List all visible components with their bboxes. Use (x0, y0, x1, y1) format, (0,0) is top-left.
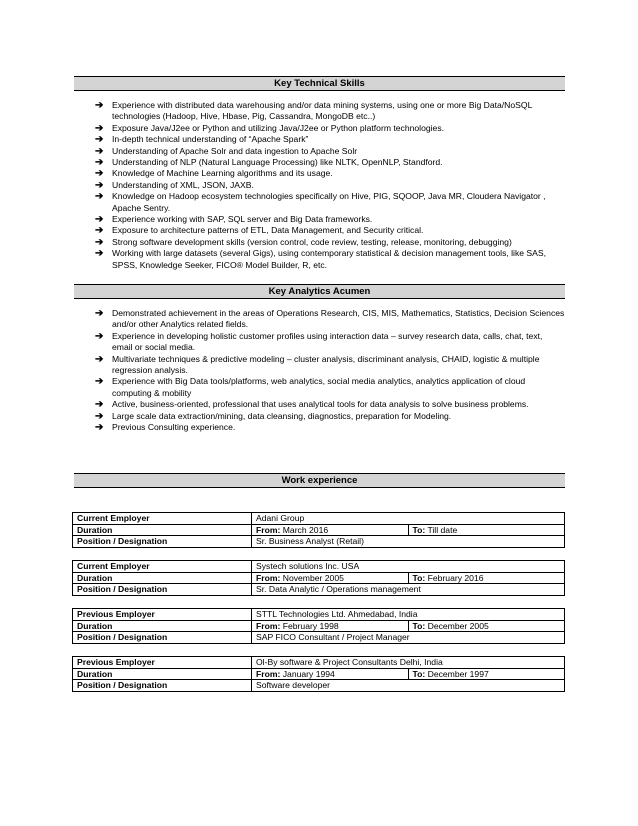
from-label: From: (256, 524, 281, 535)
arrow-right-icon: ➔ (95, 214, 104, 226)
duration-to (408, 668, 565, 680)
skill-text: Understanding of Apache Solr and data ingestion to Apache Solr (112, 145, 358, 156)
position-label: Position / Designation (73, 632, 252, 644)
table-row (73, 584, 565, 596)
arrow-right-icon: ➔ (95, 376, 104, 388)
duration-label: Duration (73, 620, 252, 632)
arrow-right-icon: ➔ (95, 330, 104, 342)
to-label: To: (412, 620, 426, 631)
from-value: February 1998 (282, 620, 339, 631)
duration-to (408, 572, 565, 584)
analytics-list (95, 308, 565, 433)
from-label: From: (256, 572, 281, 583)
employer-value: Ol-By software & Project Consultants Delhi, India (252, 657, 565, 669)
from-label: From: (256, 668, 281, 679)
analytics-text: Demonstrated achievement in the areas of Operations Research, CIS, MIS, Mathematics, Statistics, Decision Sciences and/or other Analytics related fields. (112, 308, 565, 330)
employment-table-4 (72, 656, 565, 692)
arrow-right-icon: ➔ (95, 422, 104, 434)
skill-text: Experience with distributed data warehousing and/or data mining systems, using one or more Big Data/NoSQL technologies (Hadoop, Hive, Hbase, Pig, Cassandra, MongoDB etc..) (112, 100, 533, 122)
skill-text: Exposure to architecture patterns of ETL, Data Management, and Security critical. (112, 225, 424, 236)
section-header-work: Work experience (74, 473, 565, 488)
analytics-text: Active, business-oriented, professional that uses analytical tools for data analysis to solve business problems. (112, 399, 529, 410)
skill-text: Working with large datasets (several Gigs), using contemporary statistical & decision management tools, like SAS, SPSS, Knowledge Seeker, FICO® Model Builder, R, etc. (112, 248, 547, 270)
table-row (73, 657, 565, 669)
list-item (95, 248, 565, 271)
employer-label: Previous Employer (73, 657, 252, 669)
skill-text: Exposure Java/J2ee or Python and utilizing Java/J2ee or Python platform technologies. (112, 122, 445, 133)
list-item (95, 123, 565, 134)
arrow-right-icon: ➔ (95, 191, 104, 203)
analytics-text: Large scale data extraction/mining, data cleansing, diagnostics, preparation for Modeling. (112, 410, 452, 421)
to-label: To: (412, 572, 426, 583)
to-label: To: (412, 524, 426, 535)
list-item (95, 308, 565, 331)
analytics-text: Previous Consulting experience. (112, 422, 236, 433)
list-item (95, 134, 565, 145)
arrow-right-icon: ➔ (95, 100, 104, 111)
skill-text: Understanding of NLP (Natural Language Processing) like NLTK, OpenNLP, Standford. (112, 157, 443, 168)
duration-from (252, 524, 409, 536)
list-item (95, 146, 565, 157)
employment-table-2 (72, 560, 565, 596)
section-header-analytics: Key Analytics Acumen (74, 284, 565, 299)
duration-label: Duration (73, 524, 252, 536)
list-item (95, 180, 565, 191)
skills-list (95, 100, 565, 271)
skill-text: Experience working with SAP, SQL server and Big Data frameworks. (112, 214, 373, 225)
duration-to (408, 620, 565, 632)
employer-value: STTL Technologies Ltd. Ahmedabad, India (252, 609, 565, 621)
position-label: Position / Designation (73, 536, 252, 548)
employer-value: Adani Group (252, 513, 565, 525)
to-value: February 2016 (427, 572, 484, 583)
employer-label: Current Employer (73, 513, 252, 525)
list-item (95, 422, 565, 433)
position-value: SAP FICO Consultant / Project Manager (252, 632, 565, 644)
list-item (95, 191, 565, 214)
duration-from (252, 572, 409, 584)
duration-label: Duration (73, 668, 252, 680)
analytics-text: Experience in developing holistic customer profiles using interaction data – survey research data, calls, chat, text, email or social media. (112, 330, 543, 353)
arrow-right-icon: ➔ (95, 122, 104, 134)
position-value: Sr. Business Analyst (Retail) (252, 536, 565, 548)
table-row (73, 668, 565, 680)
list-item (95, 225, 565, 236)
table-row (73, 632, 565, 644)
table-row (73, 513, 565, 525)
arrow-right-icon: ➔ (95, 225, 104, 237)
skill-text: Knowledge on Hadoop ecosystem technologies specifically on Hive, PIG, SQOOP, Java MR, Cloudera Navigator , Apache Sentry. (112, 191, 546, 213)
duration-to (408, 524, 565, 536)
duration-from (252, 620, 409, 632)
arrow-right-icon: ➔ (95, 179, 104, 191)
arrow-right-icon: ➔ (95, 236, 104, 248)
to-value: December 1997 (427, 668, 489, 679)
skill-text: In-depth technical understanding of “Apache Spark” (112, 134, 309, 145)
arrow-right-icon: ➔ (95, 410, 104, 422)
list-item (95, 157, 565, 168)
list-item (95, 214, 565, 225)
skill-text: Understanding of XML, JSON, JAXB. (112, 179, 254, 190)
from-value: January 1994 (282, 668, 335, 679)
arrow-right-icon: ➔ (95, 353, 104, 365)
position-label: Position / Designation (73, 584, 252, 596)
to-value: December 2005 (427, 620, 489, 631)
position-label: Position / Designation (73, 680, 252, 692)
employer-label: Previous Employer (73, 609, 252, 621)
position-value: Sr. Data Analytic / Operations management (252, 584, 565, 596)
employment-table-1 (72, 512, 565, 548)
employment-table-3 (72, 608, 565, 644)
arrow-right-icon: ➔ (95, 248, 104, 260)
skill-text: Knowledge of Machine Learning algorithms and its usage. (112, 168, 333, 179)
table-row (73, 609, 565, 621)
table-row (73, 561, 565, 573)
skill-text: Strong software development skills (version control, code review, testing, release, monitoring, debugging) (112, 236, 512, 247)
from-value: November 2005 (282, 572, 344, 583)
list-item (95, 237, 565, 248)
from-value: March 2016 (282, 524, 329, 535)
list-item (95, 399, 565, 410)
list-item (95, 331, 565, 354)
arrow-right-icon: ➔ (95, 157, 104, 169)
list-item (95, 100, 565, 123)
list-item (95, 168, 565, 179)
duration-from (252, 668, 409, 680)
table-row (73, 680, 565, 692)
table-row (73, 572, 565, 584)
list-item (95, 354, 565, 377)
duration-label: Duration (73, 572, 252, 584)
analytics-text: Multivariate techniques & predictive modeling – cluster analysis, discriminant analysis, CHAID, logistic & multiple regression analysis. (112, 353, 540, 376)
position-value: Software developer (252, 680, 565, 692)
arrow-right-icon: ➔ (95, 168, 104, 180)
from-label: From: (256, 620, 281, 631)
employer-value: Systech solutions Inc. USA (252, 561, 565, 573)
list-item (95, 411, 565, 422)
table-row (73, 620, 565, 632)
arrow-right-icon: ➔ (95, 399, 104, 411)
list-item (95, 376, 565, 399)
to-value: Till date (427, 524, 458, 535)
section-header-skills: Key Technical Skills (74, 76, 565, 91)
table-row (73, 536, 565, 548)
arrow-right-icon: ➔ (95, 145, 104, 157)
employer-label: Current Employer (73, 561, 252, 573)
arrow-right-icon: ➔ (95, 308, 104, 319)
analytics-text: Experience with Big Data tools/platforms, web analytics, social media analytics, analytics application of cloud computing & mobility (112, 376, 526, 398)
arrow-right-icon: ➔ (95, 134, 104, 146)
to-label: To: (412, 668, 426, 679)
table-row (73, 524, 565, 536)
